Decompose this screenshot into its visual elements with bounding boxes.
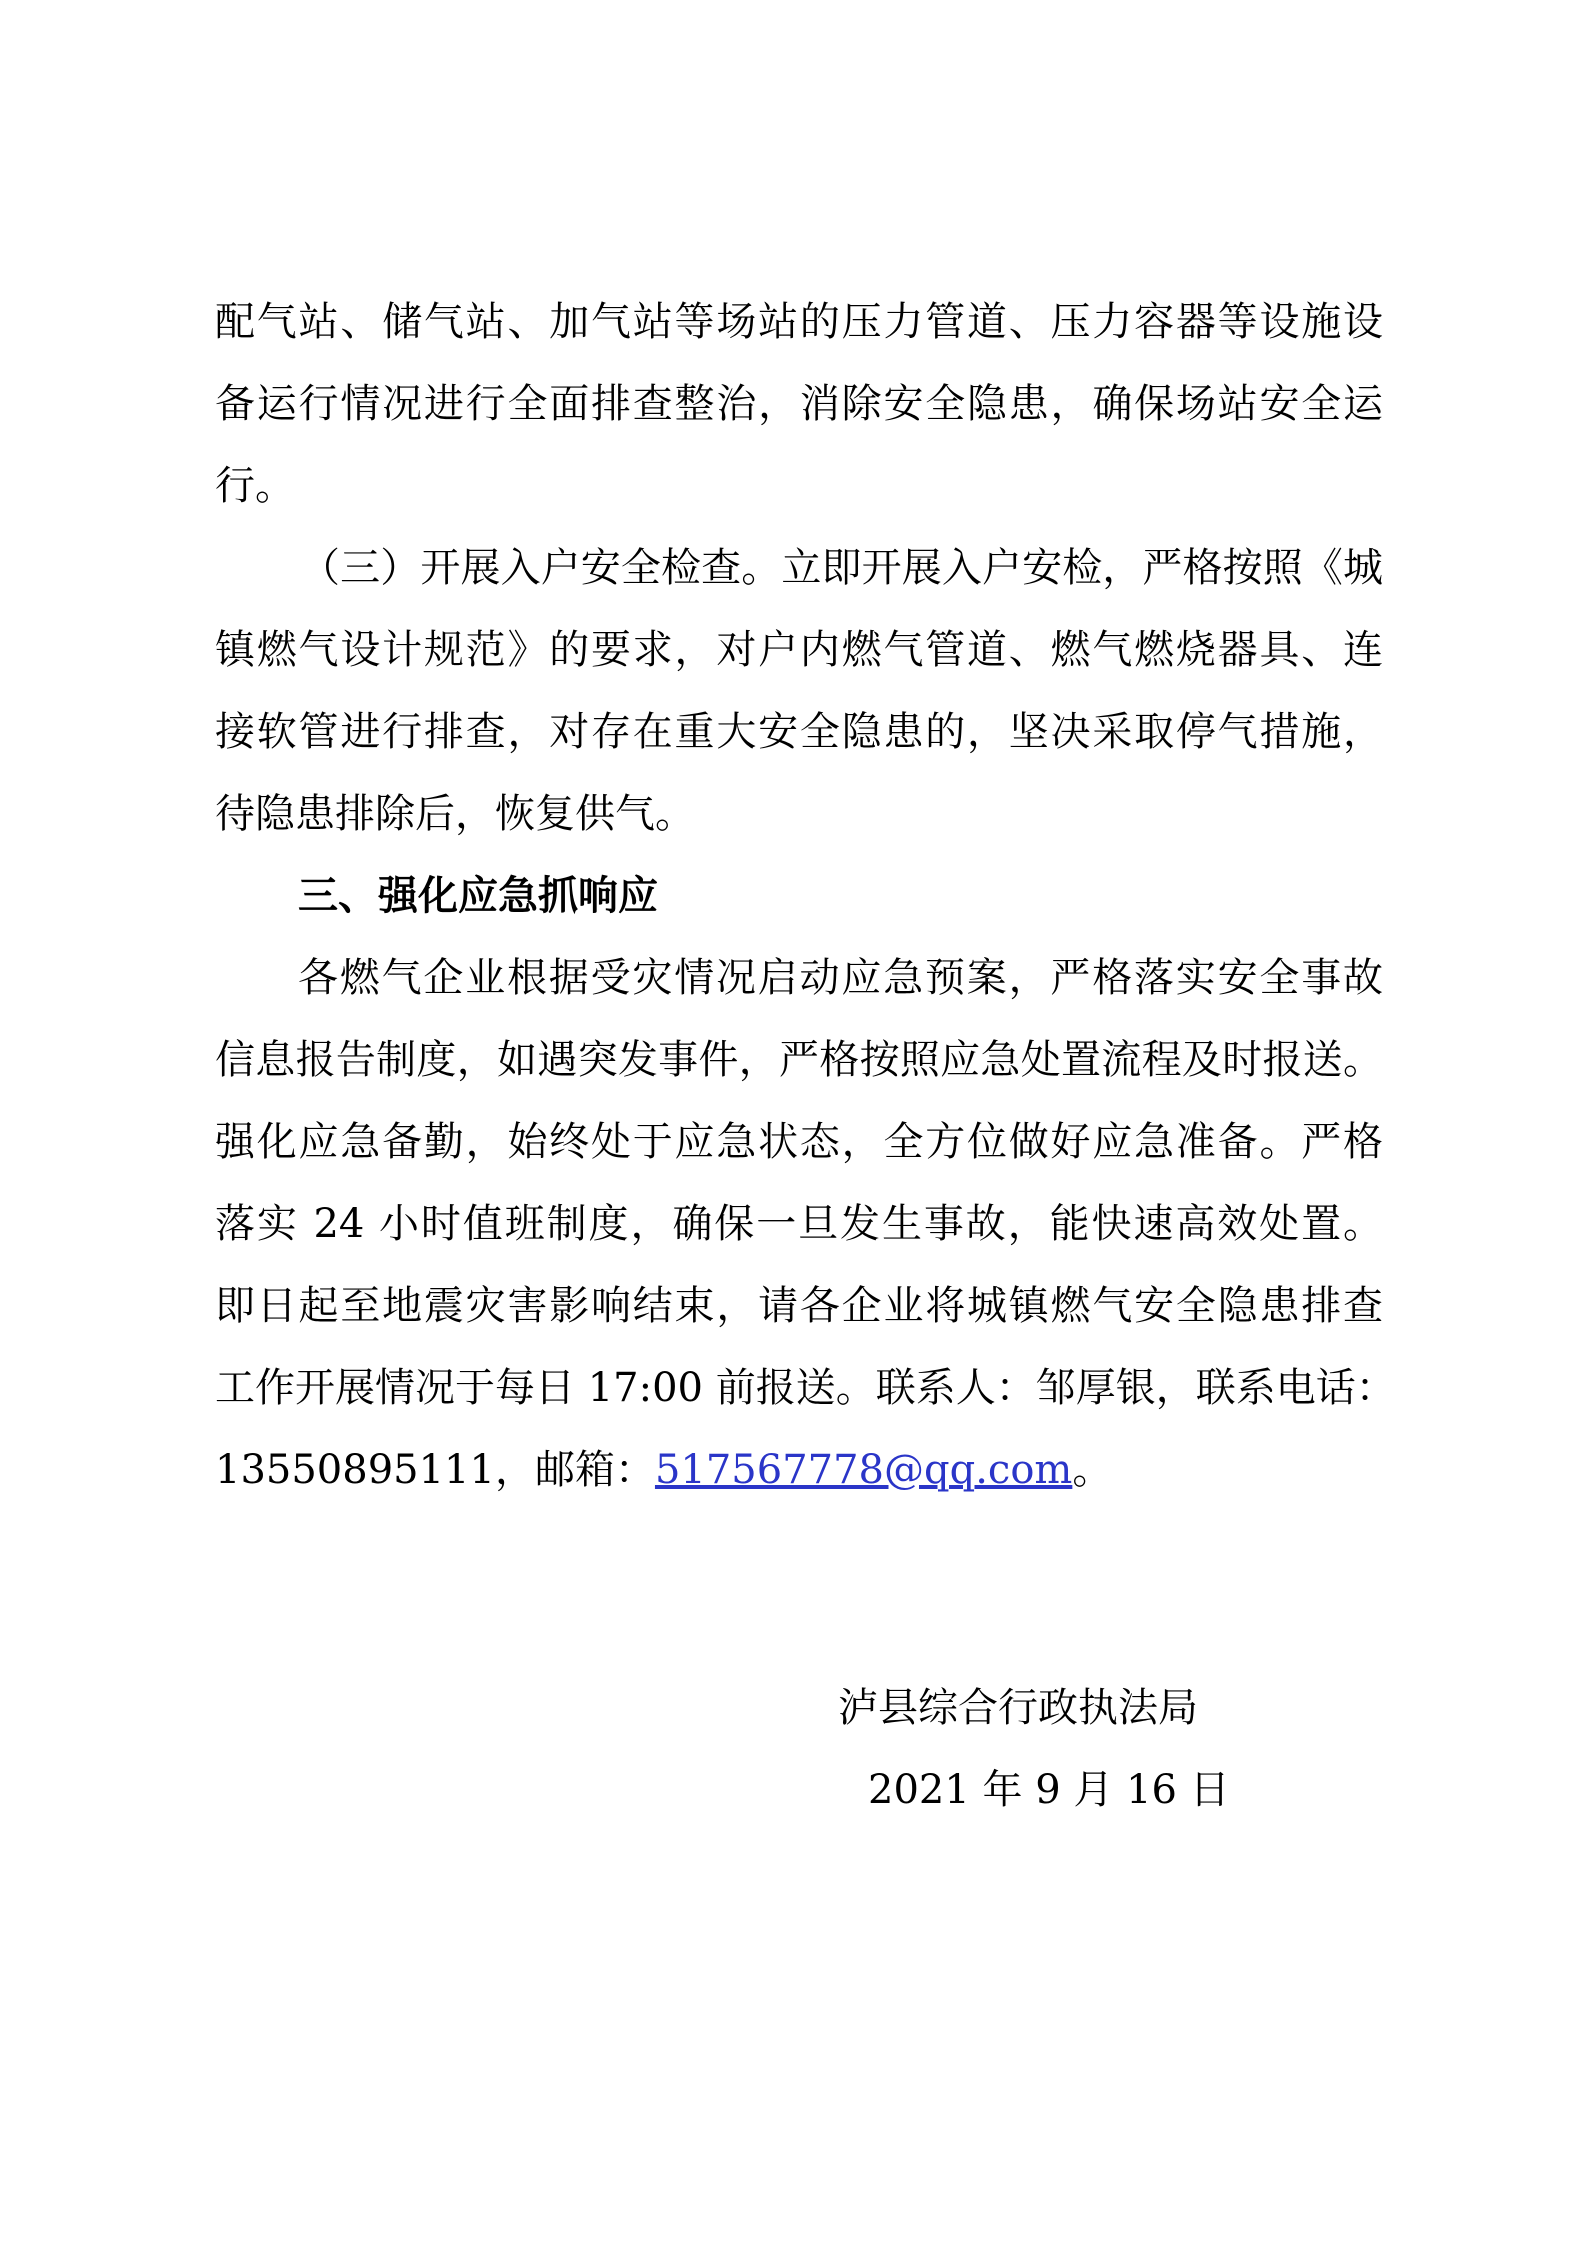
contact-line — [215, 1447, 1383, 1493]
paragraph-line: 各燃气企业根据受灾情况启动应急预案，严格落实安全事故 — [298, 955, 1383, 1001]
paragraph-line: 信息报告制度，如遇突发事件，严格按照应急处置流程及时报送。 — [215, 1037, 1383, 1083]
signature-date: 2021 年 9 月 16 日 — [868, 1767, 1230, 1813]
paragraph-line: 工作开展情况于每日 17:00 前报送。联系人：邹厚银，联系电话： — [215, 1365, 1396, 1411]
contact-phone-text: 13550895111，邮箱： — [215, 1447, 655, 1493]
paragraph-line: 接软管进行排查，对存在重大安全隐患的，坚决采取停气措施， — [215, 709, 1383, 755]
contact-line-end: 。 — [1072, 1447, 1113, 1493]
paragraph-line: （三）开展入户安全检查。立即开展入户安检，严格按照《城 — [300, 545, 1383, 591]
paragraph-line: 镇燃气设计规范》的要求，对户内燃气管道、燃气燃烧器具、连 — [215, 627, 1383, 673]
paragraph-line: 备运行情况进行全面排查整治，消除安全隐患，确保场站安全运 — [215, 381, 1383, 427]
paragraph-line: 即日起至地震灾害影响结束，请各企业将城镇燃气安全隐患排查 — [215, 1283, 1383, 1329]
email-link[interactable]: 517567778@qq.com — [654, 1447, 1073, 1493]
paragraph-line: 强化应急备勤，始终处于应急状态，全方位做好应急准备。严格 — [215, 1119, 1383, 1165]
paragraph-line: 行。 — [215, 463, 295, 509]
paragraph-line: 待隐患排除后，恢复供气。 — [215, 791, 695, 837]
paragraph-line: 配气站、储气站、加气站等场站的压力管道、压力容器等设施设 — [215, 299, 1383, 345]
paragraph-line: 落实 24 小时值班制度，确保一旦发生事故，能快速高效处置。 — [215, 1201, 1383, 1247]
signature-organization: 泸县综合行政执法局 — [838, 1685, 1198, 1731]
section-heading: 三、强化应急抓响应 — [298, 873, 658, 919]
